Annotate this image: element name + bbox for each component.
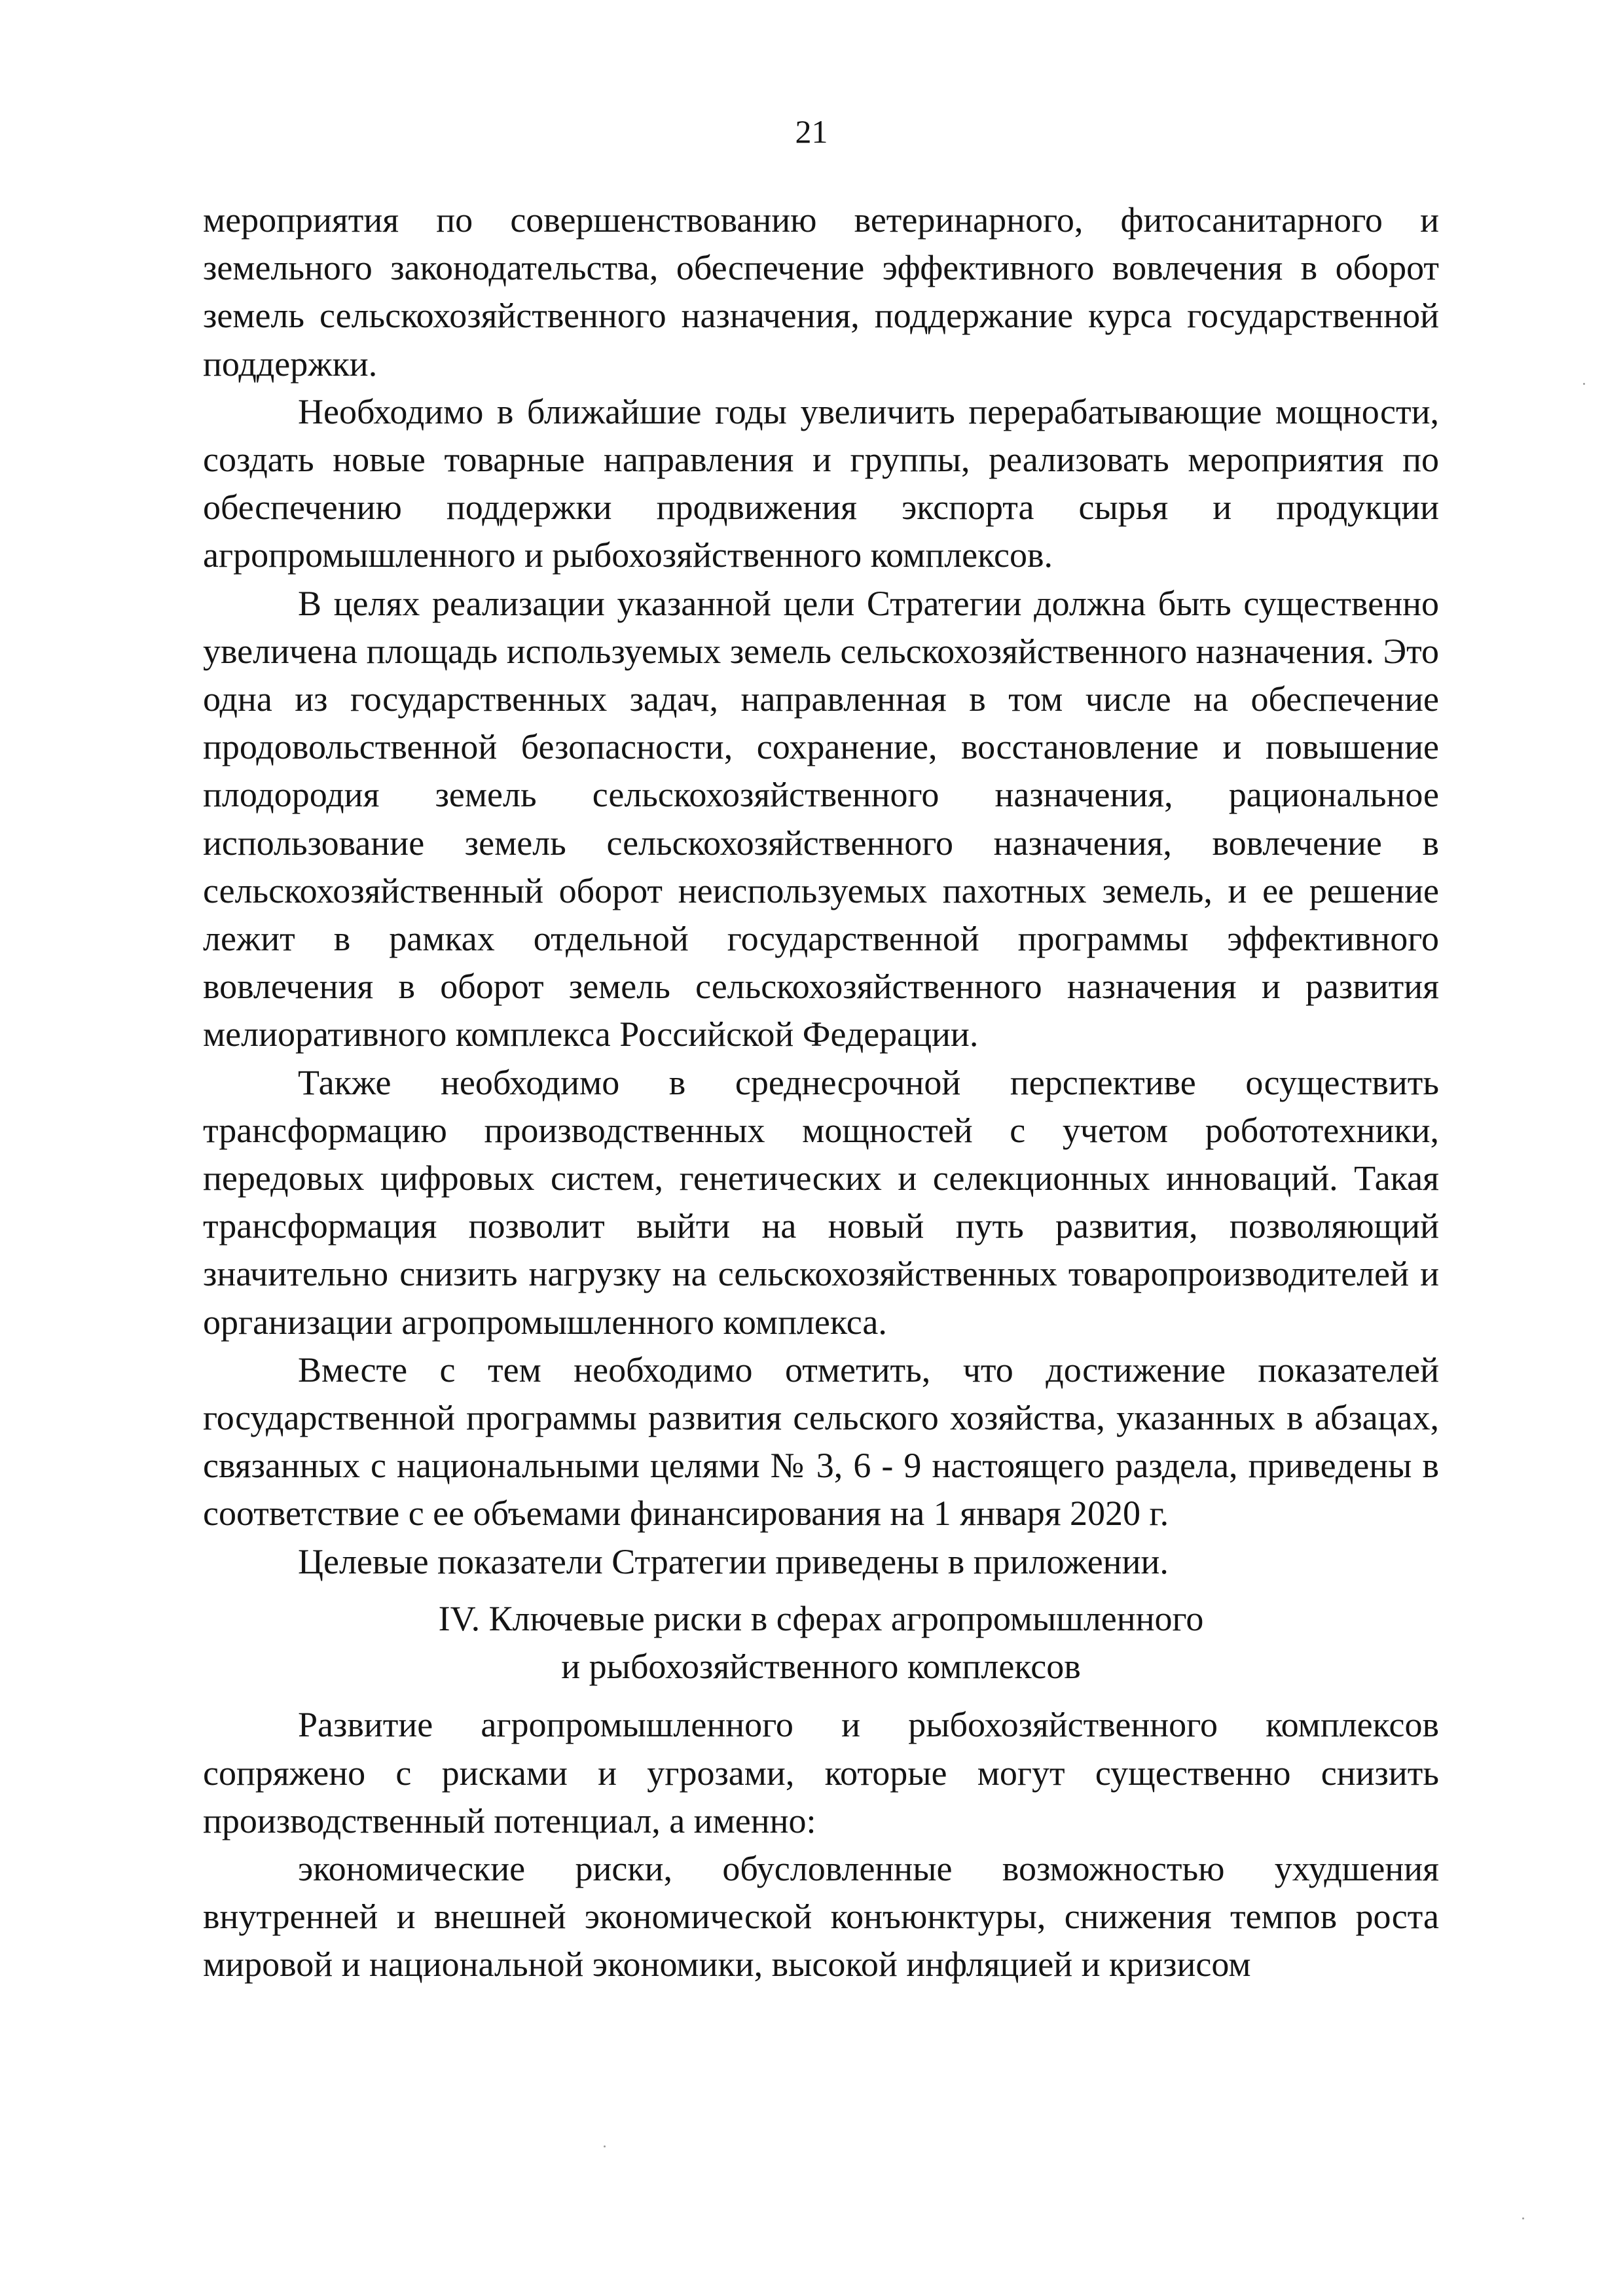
- paragraph-6: Целевые показатели Стратегии приведены в приложении.: [298, 1541, 1169, 1581]
- section-heading: [203, 1595, 1439, 1691]
- paragraph-4: Также необходимо в среднесрочной перспективе осуществить трансформацию производственных мощностей с учетом робототехники, передовых цифровых систем, генетических и селекционных инноваций. Такая трансформация позволит выйти на новый путь развития, позволяющий значительно снизить нагрузку на сельскохозяйственных товаропроизводителей и организации агропромышленного комплекса.: [203, 1062, 1439, 1342]
- paragraph-2: Необходимо в ближайшие годы увеличить перерабатывающие мощности, создать новые товарные направления и группы, реализовать мероприятия по обеспечению поддержки продвижения экспорта сырья и продукции агропромышленного и рыбохозяйственного комплексов.: [203, 391, 1439, 575]
- scan-speck: [1583, 383, 1585, 385]
- section-paragraph-1: Развитие агропромышленного и рыбохозяйственного комплексов сопряжено с рисками и угрозами, которые могут существенно снизить производственный потенциал, а именно:: [203, 1705, 1439, 1840]
- paragraph-5: Вместе с тем необходимо отметить, что достижение показателей государственной программы развития сельского хозяйства, указанных в абзацах, связанных с национальными целями № 3, 6 - 9 настоящего раздела, приведены в соответствие с ее объемами финансирования на 1 января 2020 г.: [203, 1350, 1439, 1534]
- section-paragraph-2: экономические риски, обусловленные возможностью ухудшения внутренней и внешней экономической конъюнктуры, снижения темпов роста мировой и национальной экономики, высокой инфляцией и кризисом: [203, 1848, 1439, 1984]
- scan-speck: [1522, 2217, 1524, 2219]
- section-heading-line-2: и рыбохозяйственного комплексов: [561, 1647, 1081, 1687]
- paragraph-3: В целях реализации указанной цели Стратегии должна быть существенно увеличена площадь используемых земель сельскохозяйственного назначения. Это одна из государственных задач, направленная в том числе на обеспечение продовольственной безопасности, сохранение, восстановление и повышение плодородия земель сельскохозяйственного назначения, рациональное использование земель сельскохозяйственного назначения, вовлечение в сельскохозяйственный оборот неиспользуемых пахотных земель, и ее решение лежит в рамках отдельной государственной программы эффективного вовлечения в оборот земель сельскохозяйственного назначения и развития мелиоративного комплекса Российской Федерации.: [203, 583, 1439, 1054]
- paragraph-1: мероприятия по совершенствованию ветеринарного, фитосанитарного и земельного законодательства, обеспечение эффективного вовлечения в оборот земель сельскохозяйственного назначения, поддержание курса государственной поддержки.: [203, 200, 1439, 384]
- page-number: 21: [795, 113, 828, 150]
- scan-speck: [604, 2145, 606, 2147]
- section-heading-line-1: IV. Ключевые риски в сферах агропромышленного: [438, 1598, 1204, 1638]
- document-body: [203, 196, 1439, 1989]
